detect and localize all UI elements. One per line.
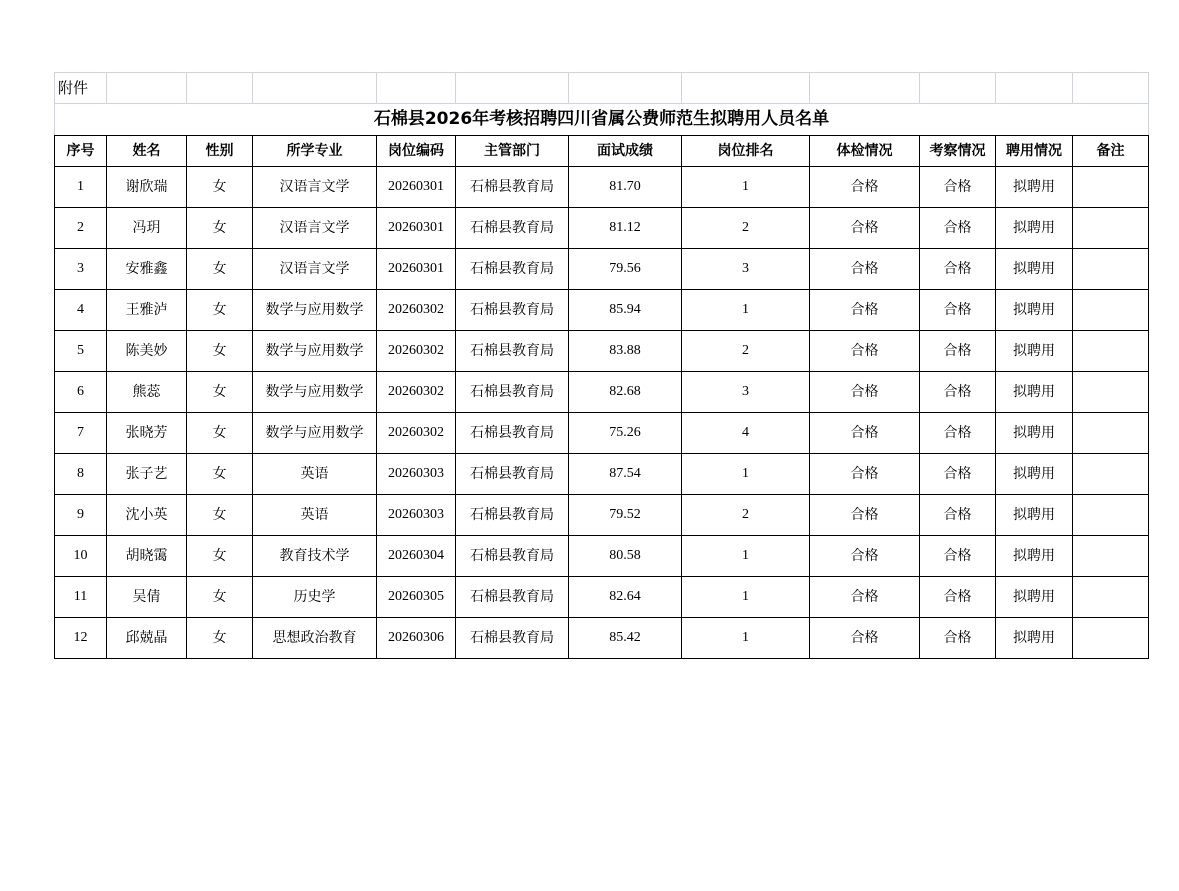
table-row bbox=[55, 413, 1149, 454]
cell-employment-status[interactable]: 拟聘用 bbox=[996, 413, 1073, 454]
cell-employment-status[interactable]: 拟聘用 bbox=[996, 454, 1073, 495]
cell-physical-exam[interactable]: 合格 bbox=[810, 618, 920, 659]
cell-position-rank[interactable]: 4 bbox=[682, 413, 810, 454]
cell-gender[interactable]: 女 bbox=[187, 249, 253, 290]
cell-inspection[interactable]: 合格 bbox=[920, 372, 996, 413]
cell-employment-status[interactable]: 拟聘用 bbox=[996, 249, 1073, 290]
cell-position-rank[interactable]: 2 bbox=[682, 331, 810, 372]
cell-serial[interactable]: 2 bbox=[55, 208, 107, 249]
cell-serial[interactable]: 12 bbox=[55, 618, 107, 659]
cell-position-code[interactable]: 20260304 bbox=[377, 536, 456, 577]
cell-major[interactable]: 数学与应用数学 bbox=[253, 372, 377, 413]
cell-position-rank[interactable]: 3 bbox=[682, 249, 810, 290]
cell-employment-status[interactable]: 拟聘用 bbox=[996, 331, 1073, 372]
cell-position-rank[interactable]: 2 bbox=[682, 495, 810, 536]
cell-remarks[interactable] bbox=[1073, 331, 1149, 372]
cell-physical-exam[interactable]: 合格 bbox=[810, 372, 920, 413]
cell-remarks[interactable] bbox=[1073, 208, 1149, 249]
cell-position-code[interactable]: 20260302 bbox=[377, 331, 456, 372]
cell-department[interactable]: 石棉县教育局 bbox=[456, 331, 569, 372]
cell-position-rank[interactable]: 3 bbox=[682, 372, 810, 413]
table-row bbox=[55, 249, 1149, 290]
cell-employment-status[interactable]: 拟聘用 bbox=[996, 618, 1073, 659]
spreadsheet-sheet bbox=[54, 72, 1149, 659]
cell-physical-exam[interactable]: 合格 bbox=[810, 167, 920, 208]
cell-gender[interactable]: 女 bbox=[187, 413, 253, 454]
cell-physical-exam[interactable]: 合格 bbox=[810, 331, 920, 372]
header-gender[interactable]: 性别 bbox=[187, 136, 253, 167]
cell-inspection[interactable]: 合格 bbox=[920, 536, 996, 577]
cell-department[interactable]: 石棉县教育局 bbox=[456, 577, 569, 618]
cell-remarks[interactable] bbox=[1073, 495, 1149, 536]
header-major[interactable]: 所学专业 bbox=[253, 136, 377, 167]
document-title[interactable]: 石棉县2026年考核招聘四川省属公费师范生拟聘用人员名单 bbox=[55, 104, 1149, 136]
header-position-rank[interactable]: 岗位排名 bbox=[682, 136, 810, 167]
cell-gender[interactable]: 女 bbox=[187, 331, 253, 372]
cell-physical-exam[interactable]: 合格 bbox=[810, 495, 920, 536]
cell-name[interactable]: 安雅鑫 bbox=[107, 249, 187, 290]
cell-major[interactable]: 数学与应用数学 bbox=[253, 290, 377, 331]
header-row bbox=[55, 136, 1149, 167]
cell-gender[interactable]: 女 bbox=[187, 372, 253, 413]
cell-major[interactable]: 数学与应用数学 bbox=[253, 331, 377, 372]
header-department[interactable]: 主管部门 bbox=[456, 136, 569, 167]
cell-position-rank[interactable]: 1 bbox=[682, 167, 810, 208]
cell-position-code[interactable]: 20260301 bbox=[377, 208, 456, 249]
cell-interview-score[interactable]: 75.26 bbox=[569, 413, 682, 454]
empty-cell[interactable] bbox=[377, 73, 456, 104]
cell-major[interactable]: 历史学 bbox=[253, 577, 377, 618]
cell-name[interactable]: 王雅泸 bbox=[107, 290, 187, 331]
cell-remarks[interactable] bbox=[1073, 290, 1149, 331]
cell-name[interactable]: 冯玥 bbox=[107, 208, 187, 249]
cell-position-code[interactable]: 20260302 bbox=[377, 290, 456, 331]
table-row bbox=[55, 290, 1149, 331]
cell-position-rank[interactable]: 1 bbox=[682, 454, 810, 495]
empty-cell[interactable] bbox=[682, 73, 810, 104]
cell-department[interactable]: 石棉县教育局 bbox=[456, 454, 569, 495]
cell-physical-exam[interactable]: 合格 bbox=[810, 536, 920, 577]
cell-employment-status[interactable]: 拟聘用 bbox=[996, 495, 1073, 536]
cell-inspection[interactable]: 合格 bbox=[920, 618, 996, 659]
cell-employment-status[interactable]: 拟聘用 bbox=[996, 290, 1073, 331]
empty-cell[interactable] bbox=[456, 73, 569, 104]
cell-position-rank[interactable]: 2 bbox=[682, 208, 810, 249]
cell-name[interactable]: 张晓芳 bbox=[107, 413, 187, 454]
cell-department[interactable]: 石棉县教育局 bbox=[456, 413, 569, 454]
cell-interview-score[interactable]: 79.56 bbox=[569, 249, 682, 290]
cell-physical-exam[interactable]: 合格 bbox=[810, 413, 920, 454]
cell-gender[interactable]: 女 bbox=[187, 495, 253, 536]
cell-interview-score[interactable]: 81.70 bbox=[569, 167, 682, 208]
cell-employment-status[interactable]: 拟聘用 bbox=[996, 167, 1073, 208]
cell-position-code[interactable]: 20260301 bbox=[377, 249, 456, 290]
cell-physical-exam[interactable]: 合格 bbox=[810, 208, 920, 249]
cell-major[interactable]: 汉语言文学 bbox=[253, 167, 377, 208]
empty-cell[interactable] bbox=[810, 73, 920, 104]
cell-serial[interactable]: 8 bbox=[55, 454, 107, 495]
cell-position-rank[interactable]: 1 bbox=[682, 536, 810, 577]
cell-major[interactable]: 思想政治教育 bbox=[253, 618, 377, 659]
table-row bbox=[55, 372, 1149, 413]
cell-interview-score[interactable]: 82.64 bbox=[569, 577, 682, 618]
cell-serial[interactable]: 4 bbox=[55, 290, 107, 331]
cell-physical-exam[interactable]: 合格 bbox=[810, 454, 920, 495]
cell-serial[interactable]: 3 bbox=[55, 249, 107, 290]
cell-remarks[interactable] bbox=[1073, 577, 1149, 618]
table-row bbox=[55, 331, 1149, 372]
cell-interview-score[interactable]: 80.58 bbox=[569, 536, 682, 577]
cell-major[interactable]: 数学与应用数学 bbox=[253, 413, 377, 454]
cell-department[interactable]: 石棉县教育局 bbox=[456, 495, 569, 536]
cell-gender[interactable]: 女 bbox=[187, 167, 253, 208]
header-remarks[interactable]: 备注 bbox=[1073, 136, 1149, 167]
cell-remarks[interactable] bbox=[1073, 618, 1149, 659]
attachment-row bbox=[55, 73, 1149, 104]
cell-major[interactable]: 英语 bbox=[253, 454, 377, 495]
cell-interview-score[interactable]: 83.88 bbox=[569, 331, 682, 372]
attachment-label[interactable]: 附件 bbox=[55, 73, 107, 104]
cell-remarks[interactable] bbox=[1073, 167, 1149, 208]
cell-physical-exam[interactable]: 合格 bbox=[810, 577, 920, 618]
cell-major[interactable]: 教育技术学 bbox=[253, 536, 377, 577]
cell-position-code[interactable]: 20260306 bbox=[377, 618, 456, 659]
cell-gender[interactable]: 女 bbox=[187, 290, 253, 331]
empty-cell[interactable] bbox=[253, 73, 377, 104]
cell-serial[interactable]: 1 bbox=[55, 167, 107, 208]
header-inspection[interactable]: 考察情况 bbox=[920, 136, 996, 167]
cell-remarks[interactable] bbox=[1073, 372, 1149, 413]
cell-inspection[interactable]: 合格 bbox=[920, 413, 996, 454]
cell-remarks[interactable] bbox=[1073, 249, 1149, 290]
header-serial[interactable]: 序号 bbox=[55, 136, 107, 167]
cell-inspection[interactable]: 合格 bbox=[920, 167, 996, 208]
cell-inspection[interactable]: 合格 bbox=[920, 290, 996, 331]
empty-cell[interactable] bbox=[187, 73, 253, 104]
cell-inspection[interactable]: 合格 bbox=[920, 331, 996, 372]
cell-name[interactable]: 张子艺 bbox=[107, 454, 187, 495]
cell-serial[interactable]: 7 bbox=[55, 413, 107, 454]
cell-name[interactable]: 谢欣瑞 bbox=[107, 167, 187, 208]
cell-employment-status[interactable]: 拟聘用 bbox=[996, 208, 1073, 249]
cell-serial[interactable]: 11 bbox=[55, 577, 107, 618]
cell-department[interactable]: 石棉县教育局 bbox=[456, 536, 569, 577]
cell-name[interactable]: 吴倩 bbox=[107, 577, 187, 618]
cell-position-code[interactable]: 20260303 bbox=[377, 454, 456, 495]
cell-department[interactable]: 石棉县教育局 bbox=[456, 167, 569, 208]
cell-department[interactable]: 石棉县教育局 bbox=[456, 618, 569, 659]
cell-serial[interactable]: 6 bbox=[55, 372, 107, 413]
table-row bbox=[55, 454, 1149, 495]
empty-cell[interactable] bbox=[107, 73, 187, 104]
cell-gender[interactable]: 女 bbox=[187, 208, 253, 249]
cell-position-code[interactable]: 20260305 bbox=[377, 577, 456, 618]
empty-cell[interactable] bbox=[1073, 73, 1149, 104]
header-employment-status[interactable]: 聘用情况 bbox=[996, 136, 1073, 167]
cell-interview-score[interactable]: 87.54 bbox=[569, 454, 682, 495]
cell-major[interactable]: 英语 bbox=[253, 495, 377, 536]
cell-interview-score[interactable]: 79.52 bbox=[569, 495, 682, 536]
cell-interview-score[interactable]: 82.68 bbox=[569, 372, 682, 413]
cell-major[interactable]: 汉语言文学 bbox=[253, 208, 377, 249]
header-physical-exam[interactable]: 体检情况 bbox=[810, 136, 920, 167]
candidate-table bbox=[54, 72, 1149, 659]
cell-department[interactable]: 石棉县教育局 bbox=[456, 372, 569, 413]
empty-cell[interactable] bbox=[920, 73, 996, 104]
empty-cell[interactable] bbox=[569, 73, 682, 104]
table-row bbox=[55, 208, 1149, 249]
cell-employment-status[interactable]: 拟聘用 bbox=[996, 577, 1073, 618]
cell-position-code[interactable]: 20260303 bbox=[377, 495, 456, 536]
cell-department[interactable]: 石棉县教育局 bbox=[456, 208, 569, 249]
cell-employment-status[interactable]: 拟聘用 bbox=[996, 372, 1073, 413]
cell-name[interactable]: 邱兢晶 bbox=[107, 618, 187, 659]
table-row bbox=[55, 495, 1149, 536]
cell-department[interactable]: 石棉县教育局 bbox=[456, 290, 569, 331]
cell-serial[interactable]: 5 bbox=[55, 331, 107, 372]
cell-inspection[interactable]: 合格 bbox=[920, 577, 996, 618]
cell-remarks[interactable] bbox=[1073, 413, 1149, 454]
cell-interview-score[interactable]: 85.42 bbox=[569, 618, 682, 659]
cell-serial[interactable]: 10 bbox=[55, 536, 107, 577]
cell-position-code[interactable]: 20260302 bbox=[377, 372, 456, 413]
cell-gender[interactable]: 女 bbox=[187, 577, 253, 618]
cell-physical-exam[interactable]: 合格 bbox=[810, 290, 920, 331]
cell-employment-status[interactable]: 拟聘用 bbox=[996, 536, 1073, 577]
cell-gender[interactable]: 女 bbox=[187, 536, 253, 577]
cell-gender[interactable]: 女 bbox=[187, 618, 253, 659]
cell-remarks[interactable] bbox=[1073, 454, 1149, 495]
cell-serial[interactable]: 9 bbox=[55, 495, 107, 536]
header-interview-score[interactable]: 面试成绩 bbox=[569, 136, 682, 167]
cell-remarks[interactable] bbox=[1073, 536, 1149, 577]
cell-name[interactable]: 陈美妙 bbox=[107, 331, 187, 372]
cell-position-code[interactable]: 20260301 bbox=[377, 167, 456, 208]
header-name[interactable]: 姓名 bbox=[107, 136, 187, 167]
cell-position-rank[interactable]: 1 bbox=[682, 618, 810, 659]
cell-name[interactable]: 熊蕊 bbox=[107, 372, 187, 413]
cell-position-code[interactable]: 20260302 bbox=[377, 413, 456, 454]
title-row bbox=[55, 104, 1149, 136]
cell-inspection[interactable]: 合格 bbox=[920, 249, 996, 290]
cell-department[interactable]: 石棉县教育局 bbox=[456, 249, 569, 290]
cell-physical-exam[interactable]: 合格 bbox=[810, 249, 920, 290]
cell-inspection[interactable]: 合格 bbox=[920, 495, 996, 536]
cell-name[interactable]: 胡晓霭 bbox=[107, 536, 187, 577]
table-row bbox=[55, 577, 1149, 618]
cell-inspection[interactable]: 合格 bbox=[920, 208, 996, 249]
table-row bbox=[55, 618, 1149, 659]
table-row bbox=[55, 536, 1149, 577]
header-position-code[interactable]: 岗位编码 bbox=[377, 136, 456, 167]
cell-interview-score[interactable]: 85.94 bbox=[569, 290, 682, 331]
cell-position-rank[interactable]: 1 bbox=[682, 577, 810, 618]
table-body bbox=[55, 73, 1149, 659]
table-row bbox=[55, 167, 1149, 208]
cell-name[interactable]: 沈小英 bbox=[107, 495, 187, 536]
cell-gender[interactable]: 女 bbox=[187, 454, 253, 495]
cell-position-rank[interactable]: 1 bbox=[682, 290, 810, 331]
cell-inspection[interactable]: 合格 bbox=[920, 454, 996, 495]
cell-interview-score[interactable]: 81.12 bbox=[569, 208, 682, 249]
empty-cell[interactable] bbox=[996, 73, 1073, 104]
cell-major[interactable]: 汉语言文学 bbox=[253, 249, 377, 290]
